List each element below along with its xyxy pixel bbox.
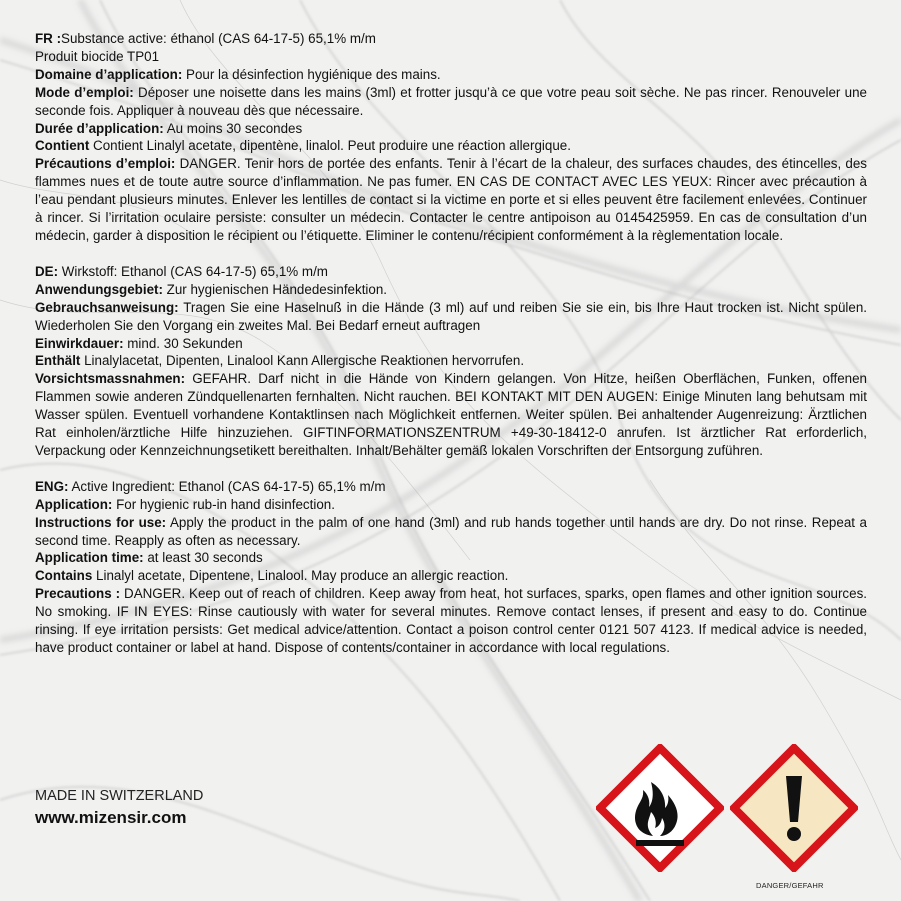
en-label-application: Application: (35, 496, 113, 512)
exclamation-mark-icon (730, 744, 858, 872)
section-en (35, 478, 867, 657)
fr-line-active (35, 30, 867, 48)
product-label-text (35, 30, 867, 675)
flame-icon (596, 744, 724, 872)
fr-line-duration (35, 120, 867, 138)
fr-label-duration: Durée d’application: (35, 120, 164, 136)
de-text-duration: mind. 30 Sekunden (123, 335, 243, 351)
fr-text-precautions: DANGER. Tenir hors de portée des enfants. Tenir à l’écart de la chaleur, des surfaces chaudes, des étincelles, des flammes nues et de toute autre source d’inflammation. Ne pas fumer. EN CAS DE CONTACT AVEC LES YEUX: Rincer avec précaution à l’eau pendant plusieurs minutes. Enlever les lentilles de contact si la victime en porte et si elles peuvent être facilement enlevées. Continuer à rincer. Si l’irritation oculaire persiste: consulter un médecin. Contacter le centre antipoison au 0145425959. En cas de consultation d’un médecin, garder à disposition le récipient ou l’étiquette. Eliminer le contenu/récipient conformément à la règlementation locale. (35, 156, 867, 243)
fr-line-usage (35, 84, 867, 120)
fr-line-domain (35, 66, 867, 84)
de-text-area: Zur hygienischen Händedesinfektion. (162, 281, 388, 297)
en-line-active (35, 478, 867, 496)
fr-text-contains: Contient Linalyl acetate, dipentène, linalol. Peut produire une réaction allergique. (89, 138, 571, 154)
fr-text-active: Substance active: éthanol (CAS 64-17-5) 65,1% m/m (61, 31, 376, 46)
de-text-usage: Tragen Sie eine Haselnuß in die Hände (3 ml) auf und reiben Sie sie ein, bis Ihre Haut trocken ist. Nicht spülen. Wiederholen Sie den Vorgang ein zweites Mal. Bei Bedarf erneut auftragen (35, 299, 867, 333)
en-text-active: Active Ingredient: Ethanol (CAS 64-17-5) 65,1% m/m (68, 478, 386, 494)
fr-text-biocide: Produit biocide TP01 (35, 48, 160, 64)
en-text-application: For hygienic rub-in hand disinfection. (112, 496, 335, 512)
fr-line-precautions (35, 155, 867, 245)
fr-label-precautions: Précautions d’emploi: (35, 156, 176, 172)
fr-label-active: FR : (35, 31, 62, 46)
de-line-area (35, 281, 867, 299)
en-text-contains: Linalyl acetate, Dipentene, Linalool. May produce an allergic reaction. (92, 568, 509, 584)
de-line-usage (35, 299, 867, 335)
en-label-contains: Contains (35, 568, 93, 584)
en-line-instructions (35, 514, 867, 550)
en-label-precautions: Precautions : (35, 586, 121, 602)
de-line-precautions (35, 370, 867, 460)
made-in-text: MADE IN SWITZERLAND (35, 788, 204, 804)
danger-caption: DANGER/GEFAHR (756, 881, 824, 890)
fr-text-usage: Déposer une noisette dans les mains (3ml) et frotter jusqu’à ce que votre peau soit sèche. Ne pas rincer. Renouveler une seconde fois. Appliquer à nouveau dès que nécessaire. (35, 84, 867, 118)
de-label-precautions: Vorsichtsmassnahmen: (35, 371, 186, 387)
fr-text-duration: Au moins 30 secondes (163, 120, 303, 136)
ghs-pictograms (596, 744, 866, 894)
fr-label-domain: Domaine d’application: (35, 66, 183, 82)
en-text-time: at least 30 seconds (143, 550, 263, 566)
section-fr (35, 30, 867, 245)
de-text-contains: Linalylacetat, Dipenten, Linalool Kann Allergische Reaktionen hervorrufen. (80, 353, 525, 369)
fr-text-domain: Pour la désinfection hygiénique des mains. (182, 66, 441, 82)
footer-brand (35, 786, 203, 830)
en-line-contains (35, 567, 867, 585)
de-line-contains (35, 352, 867, 370)
de-label-active: DE: (35, 263, 59, 279)
en-label-instructions: Instructions for use: (35, 514, 167, 530)
fr-label-contains: Contient (35, 138, 90, 154)
de-label-area: Anwendungsgebiet: (35, 281, 163, 297)
de-label-duration: Einwirkdauer: (35, 335, 124, 351)
fr-line-biocide (35, 48, 867, 66)
en-line-precautions (35, 585, 867, 657)
de-line-duration (35, 335, 867, 353)
de-label-usage: Gebrauchsanweisung: (35, 299, 179, 315)
en-label-active: ENG: (35, 478, 69, 494)
en-text-instructions: Apply the product in the palm of one hand (3ml) and rub hands together until hands are dry. Do not rinse. Repeat a second time. Reapply as often as necessary. (35, 514, 867, 548)
fr-label-usage: Mode d’emploi: (35, 84, 134, 100)
de-label-contains: Enthält (35, 353, 81, 369)
section-de (35, 263, 867, 460)
en-label-time: Application time: (35, 550, 144, 566)
en-line-time (35, 549, 867, 567)
de-line-active (35, 263, 867, 281)
de-text-precautions: GEFAHR. Darf nicht in die Hände von Kindern gelangen. Von Hitze, heißen Oberflächen, Funken, offenen Flammen sowie anderen Zündquellenarten fernhalten. Nicht rauchen. BEI KONTAKT MIT DEN AUGEN: Einige Minuten lang behutsam mit Wasser spülen. Eventuell vorhandene Kontaktlinsen nach Möglichkeit entfernen. Weiter spülen. Bei anhaltender Augenreizung: Ärztlichen Rat einholen/ärztliche Hilfe hinzuziehen. GIFTINFORMATIONSZENTRUM +49-30-18412-0 anrufen. Ist ärztlicher Rat erforderlich, Verpackung oder Kennzeichnungsetikett bereithalten. Inhalt/Behälter gemäß lokalen Vorschriften der Entsorgung zuführen. (35, 371, 867, 458)
fr-line-contains (35, 137, 867, 155)
website-text: www.mizensir.com (35, 808, 187, 827)
en-line-application (35, 496, 867, 514)
en-text-precautions: DANGER. Keep out of reach of children. Keep away from heat, hot surfaces, sparks, open flames and other ignition sources. No smoking. IF IN EYES: Rinse cautiously with water for several minutes. Remove contact lenses, if present and easy to do. Continue rinsing. If eye irritation persists: Get medical advice/attention. Contact a poison control center 0121 507 4123. If medical advice is needed, have product container or label at hand. Dispose of contents/container in accordance with local regulations. (35, 586, 867, 655)
de-text-active: Wirkstoff: Ethanol (CAS 64-17-5) 65,1% m/m (58, 263, 328, 279)
